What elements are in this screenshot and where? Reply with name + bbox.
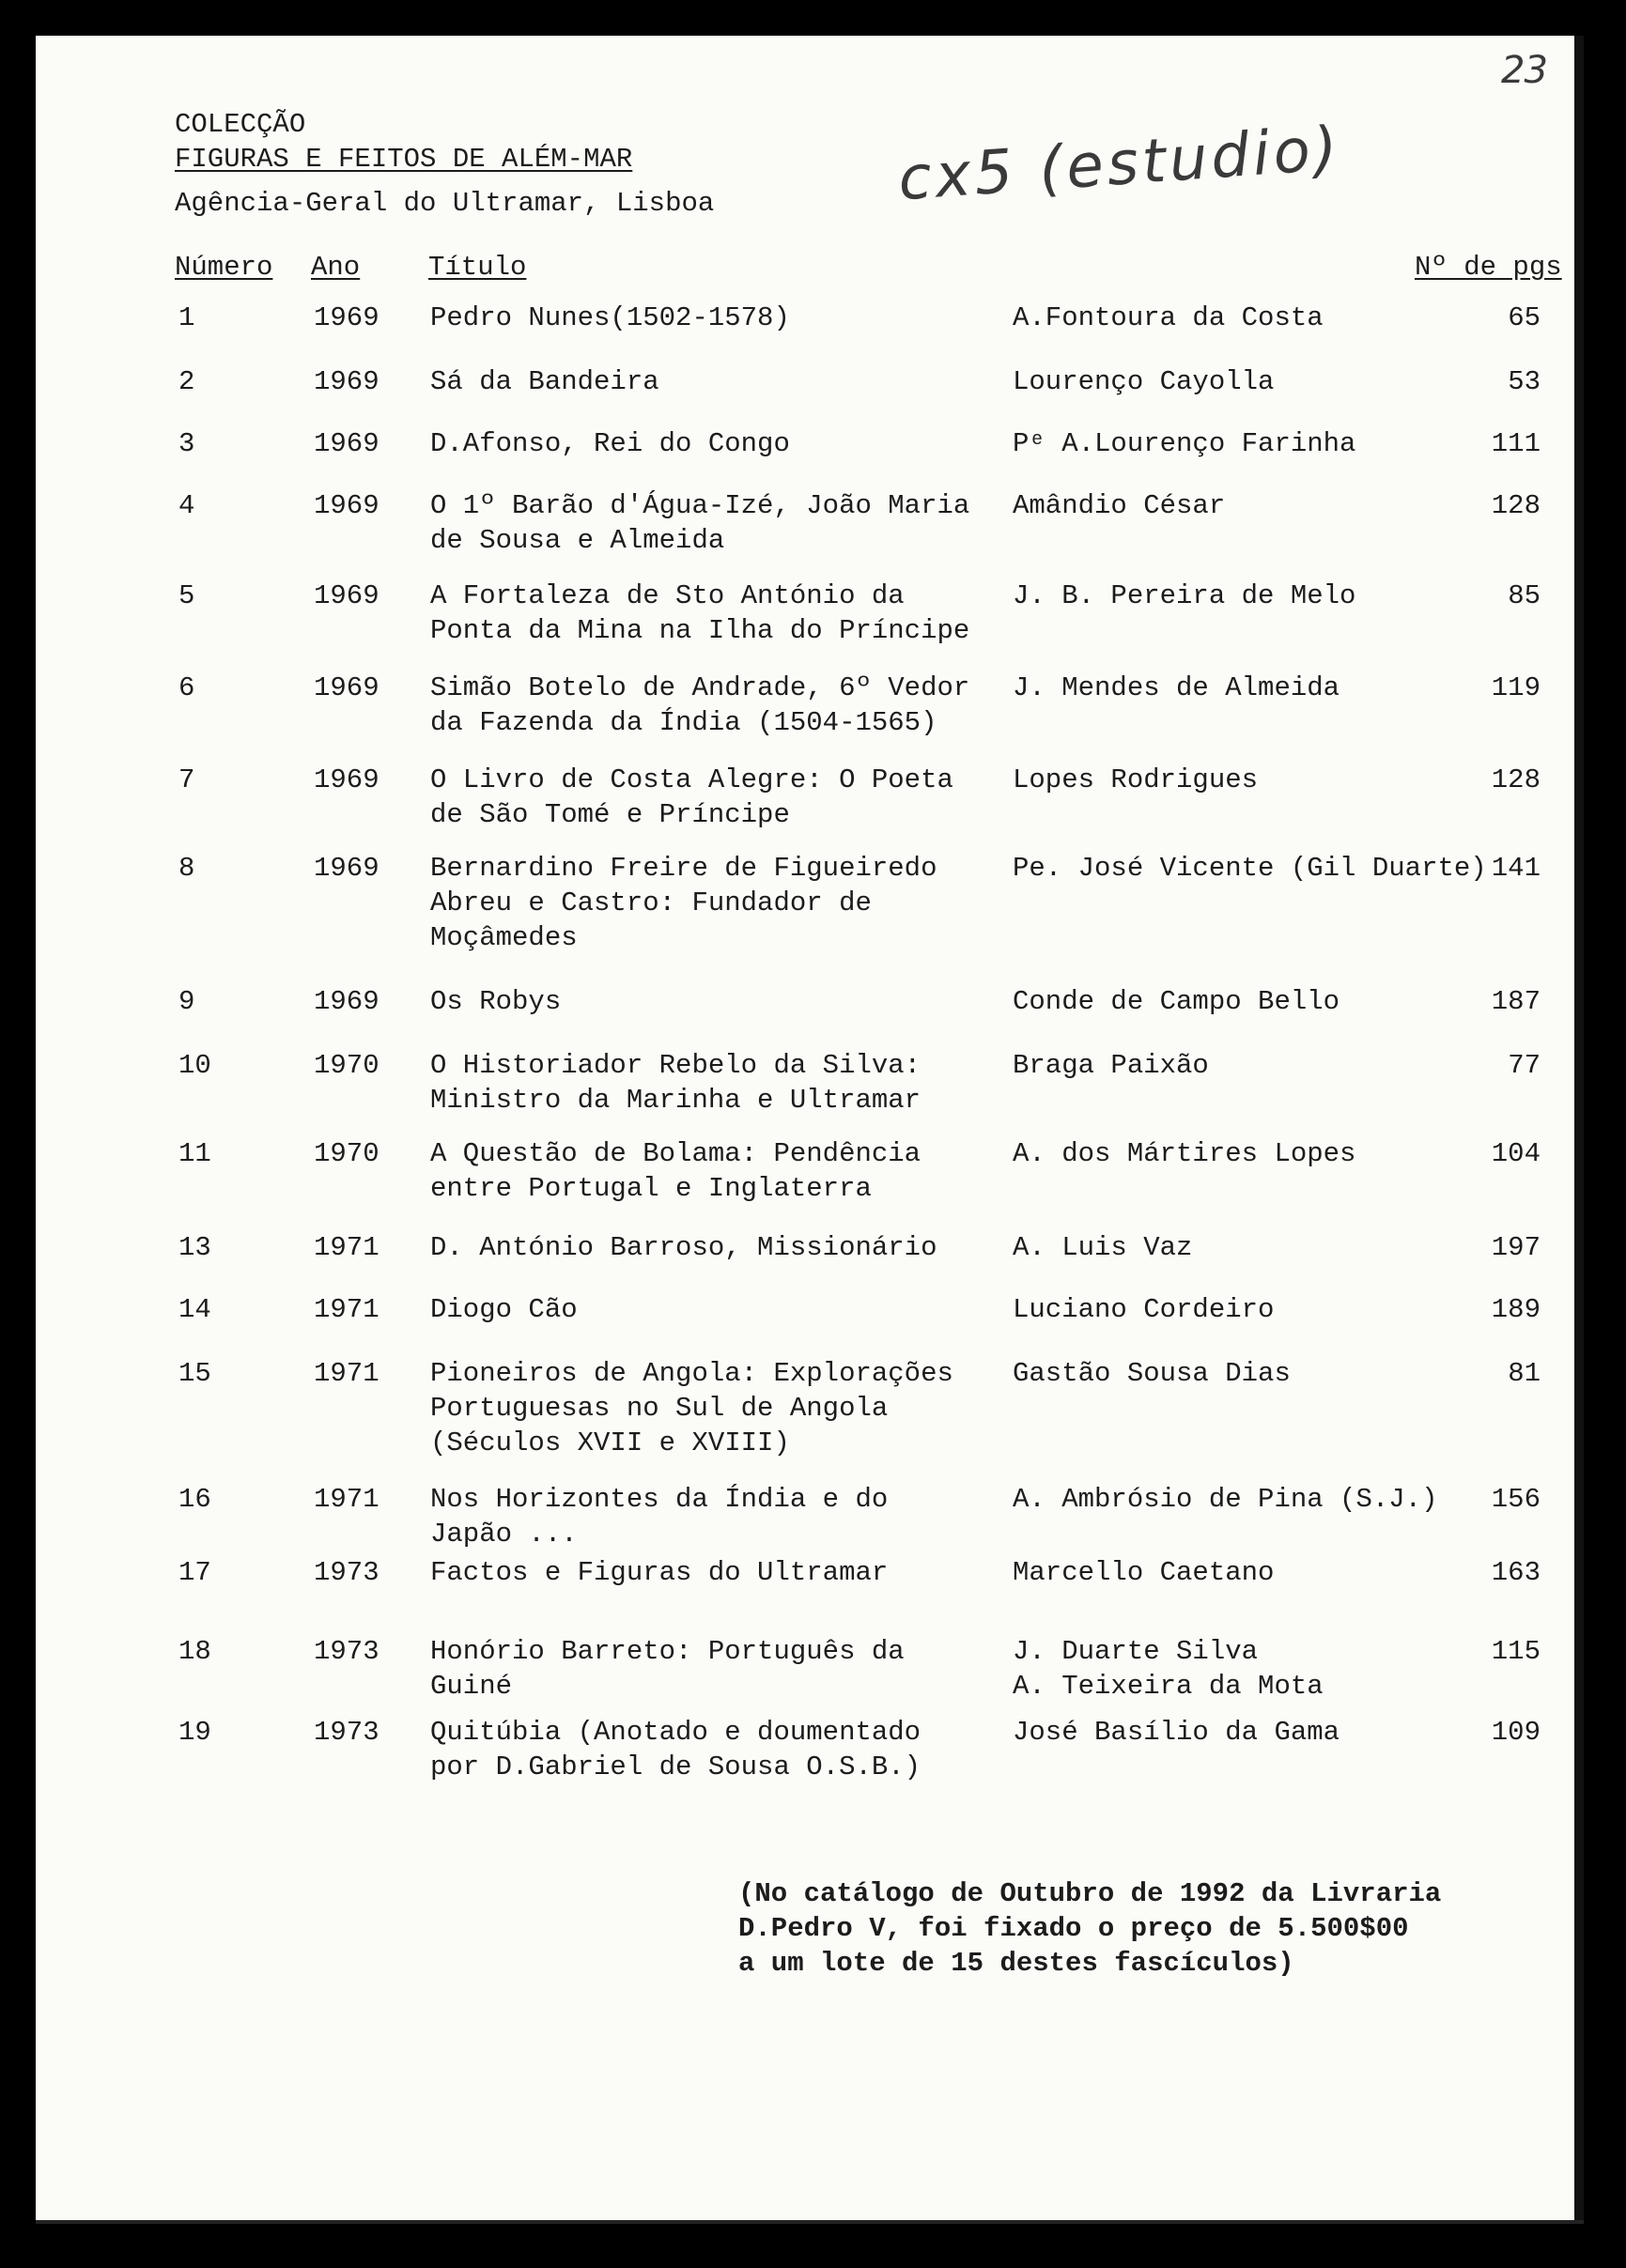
row-pages: 128 xyxy=(1491,490,1541,521)
row-number: 19 xyxy=(178,1717,211,1748)
row-pages: 128 xyxy=(1491,764,1541,795)
row-number: 18 xyxy=(178,1636,211,1667)
row-author: Luciano Cordeiro xyxy=(1013,1294,1275,1325)
row-pages: 115 xyxy=(1491,1636,1541,1667)
row-title: A Questão de Bolama: Pendência entre Portugal e Inglaterra xyxy=(430,1138,921,1204)
row-number: 4 xyxy=(178,490,195,521)
row-author: Lourenço Cayolla xyxy=(1013,366,1275,397)
row-year: 1969 xyxy=(314,764,379,795)
row-author: A. Ambrósio de Pina (S.J.) xyxy=(1013,1484,1438,1515)
row-author: Pᵉ A.Lourenço Farinha xyxy=(1013,428,1356,459)
row-pages: 77 xyxy=(1508,1050,1541,1081)
row-title: O Historiador Rebelo da Silva: Ministro da Marinha e Ultramar xyxy=(430,1050,921,1116)
row-author: Braga Paixão xyxy=(1013,1050,1209,1081)
row-pages: 163 xyxy=(1491,1557,1541,1588)
row-year: 1971 xyxy=(314,1294,379,1325)
row-author: A. Luis Vaz xyxy=(1013,1232,1193,1263)
column-header-titulo: Título xyxy=(428,252,527,283)
row-year: 1971 xyxy=(314,1358,379,1389)
row-title: D. António Barroso, Missionário xyxy=(430,1232,937,1263)
row-author: J. B. Pereira de Melo xyxy=(1013,580,1356,611)
row-number: 3 xyxy=(178,428,195,459)
row-author: Lopes Rodrigues xyxy=(1013,764,1259,795)
row-year: 1969 xyxy=(314,580,379,611)
row-number: 2 xyxy=(178,366,195,397)
row-title: Bernardino Freire de Figueiredo Abreu e Castro: Fundador de Moçâmedes xyxy=(430,853,937,953)
row-title: Nos Horizontes da Índia e do Japão ... xyxy=(430,1484,889,1550)
row-number: 14 xyxy=(178,1294,211,1325)
row-title: O Livro de Costa Alegre: O Poeta de São Tomé e Príncipe xyxy=(430,764,953,830)
row-title: Pedro Nunes(1502-1578) xyxy=(430,302,790,333)
row-year: 1969 xyxy=(314,366,379,397)
row-year: 1973 xyxy=(314,1636,379,1667)
row-author: Conde de Campo Bello xyxy=(1013,986,1340,1017)
row-year: 1969 xyxy=(314,986,379,1017)
publisher: Agência-Geral do Ultramar, Lisboa xyxy=(175,188,715,219)
row-number: 16 xyxy=(178,1484,211,1515)
row-year: 1970 xyxy=(314,1138,379,1169)
row-year: 1973 xyxy=(314,1717,379,1748)
row-title: Sá da Bandeira xyxy=(430,366,659,397)
row-author: J. Duarte Silva A. Teixeira da Mota xyxy=(1013,1636,1324,1702)
row-title: A Fortaleza de Sto António da Ponta da Mina na Ilha do Príncipe xyxy=(430,580,970,646)
collection-title: FIGURAS E FEITOS DE ALÉM-MAR xyxy=(175,144,633,175)
row-pages: 187 xyxy=(1491,986,1541,1017)
handwritten-note: cx5 (estudio) xyxy=(895,114,1344,215)
row-number: 17 xyxy=(178,1557,211,1588)
row-title: Os Robys xyxy=(430,986,562,1017)
right-edge-shadow xyxy=(1574,36,1584,2224)
row-pages: 109 xyxy=(1491,1717,1541,1748)
row-pages: 189 xyxy=(1491,1294,1541,1325)
row-number: 11 xyxy=(178,1138,211,1169)
footnote: (No catálogo de Outubro de 1992 da Livraria D.Pedro V, foi fixado o preço de 5.500$00 a um lote de 15 destes fascículos) xyxy=(738,1878,1442,1979)
row-number: 9 xyxy=(178,986,195,1017)
row-author: A. dos Mártires Lopes xyxy=(1013,1138,1356,1169)
row-pages: 65 xyxy=(1508,302,1541,333)
column-header-numero: Número xyxy=(175,252,273,283)
row-pages: 81 xyxy=(1508,1358,1541,1389)
row-author: Amândio César xyxy=(1013,490,1226,521)
row-pages: 85 xyxy=(1508,580,1541,611)
row-year: 1969 xyxy=(314,490,379,521)
row-author: J. Mendes de Almeida xyxy=(1013,672,1340,703)
document-page xyxy=(36,36,1584,2224)
row-title: Diogo Cão xyxy=(430,1294,578,1325)
row-pages: 119 xyxy=(1491,672,1541,703)
row-year: 1969 xyxy=(314,428,379,459)
row-year: 1973 xyxy=(314,1557,379,1588)
row-title: Factos e Figuras do Ultramar xyxy=(430,1557,889,1588)
row-author: Pe. José Vicente (Gil Duarte) xyxy=(1013,853,1487,884)
row-year: 1969 xyxy=(314,853,379,884)
row-number: 13 xyxy=(178,1232,211,1263)
row-pages: 156 xyxy=(1491,1484,1541,1515)
row-year: 1970 xyxy=(314,1050,379,1081)
row-pages: 141 xyxy=(1491,853,1541,884)
row-title: Honório Barreto: Português da Guiné xyxy=(430,1636,905,1702)
row-number: 8 xyxy=(178,853,195,884)
row-author: Gastão Sousa Dias xyxy=(1013,1358,1291,1389)
page-number: 23 xyxy=(1501,49,1547,92)
row-number: 15 xyxy=(178,1358,211,1389)
row-pages: 104 xyxy=(1491,1138,1541,1169)
row-pages: 197 xyxy=(1491,1232,1541,1263)
column-header-pgs: Nº de pgs xyxy=(1415,252,1562,283)
row-author: A.Fontoura da Costa xyxy=(1013,302,1324,333)
row-title: Pioneiros de Angola: Explorações Portuguesas no Sul de Angola (Séculos XVII e XVIII) xyxy=(430,1358,953,1458)
row-number: 1 xyxy=(178,302,195,333)
row-title: Simão Botelo de Andrade, 6º Vedor da Fazenda da Índia (1504-1565) xyxy=(430,672,970,738)
row-title: D.Afonso, Rei do Congo xyxy=(430,428,790,459)
row-number: 6 xyxy=(178,672,195,703)
row-number: 5 xyxy=(178,580,195,611)
row-author: Marcello Caetano xyxy=(1013,1557,1275,1588)
row-pages: 111 xyxy=(1491,428,1541,459)
row-pages: 53 xyxy=(1508,366,1541,397)
bottom-edge-rule xyxy=(36,2220,1584,2224)
row-year: 1969 xyxy=(314,302,379,333)
collection-label: COLECÇÃO xyxy=(175,109,306,140)
row-number: 10 xyxy=(178,1050,211,1081)
row-number: 7 xyxy=(178,764,195,795)
row-year: 1969 xyxy=(314,672,379,703)
row-year: 1971 xyxy=(314,1484,379,1515)
row-year: 1971 xyxy=(314,1232,379,1263)
row-title: O 1º Barão d'Água-Izé, João Maria de Sousa e Almeida xyxy=(430,490,970,556)
column-header-ano: Ano xyxy=(311,252,361,283)
row-title: Quitúbia (Anotado e doumentado por D.Gabriel de Sousa O.S.B.) xyxy=(430,1717,921,1782)
row-author: José Basílio da Gama xyxy=(1013,1717,1340,1748)
